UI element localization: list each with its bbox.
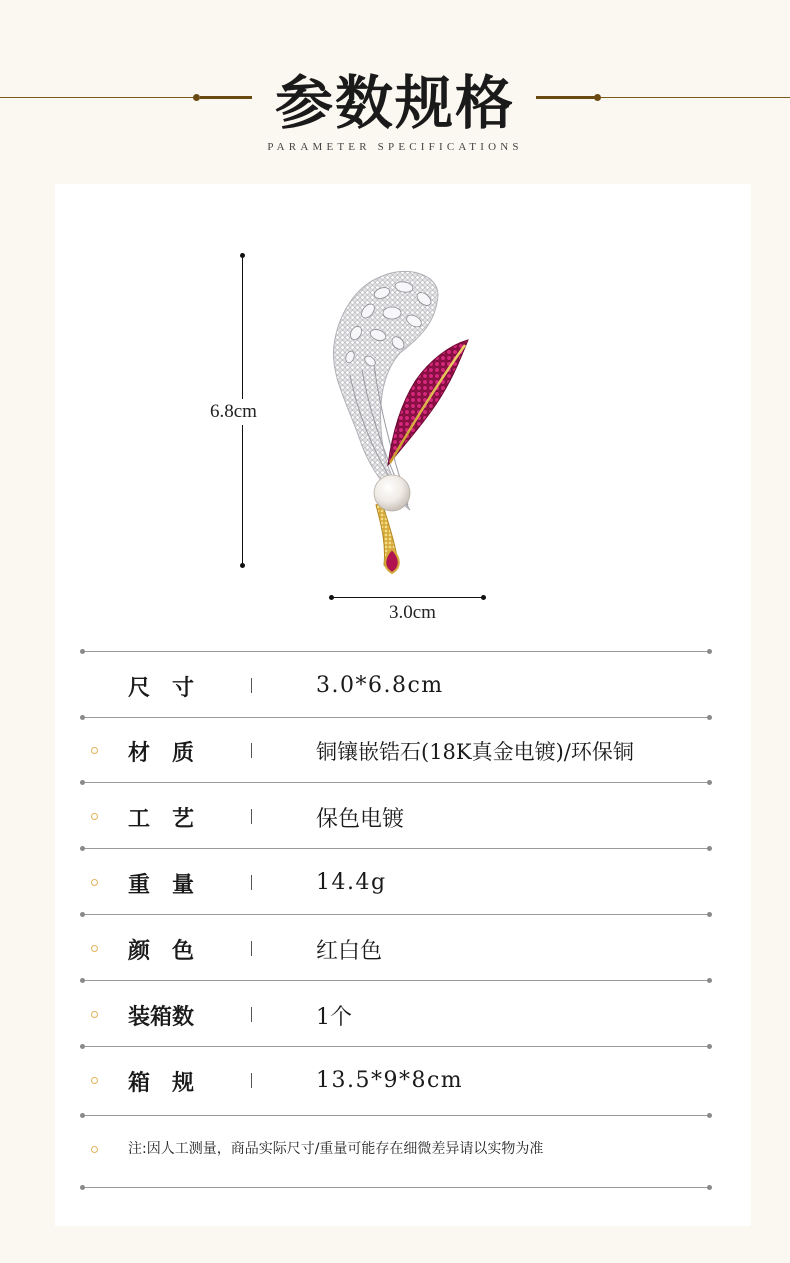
spec-label: 材 质	[128, 740, 195, 766]
spec-value: 红白色	[316, 939, 383, 964]
pearl	[374, 475, 410, 511]
bullet-icon	[91, 945, 98, 952]
spec-label: 装箱数	[128, 1004, 195, 1030]
spec-row-weight	[0, 849, 790, 915]
bullet-icon	[91, 747, 98, 754]
spec-separator	[251, 875, 252, 890]
measurement-note: 注:因人工测量，商品实际尺寸/重量可能存在细微差异请以实物为准	[128, 1141, 544, 1157]
spec-separator	[251, 1073, 252, 1088]
spec-separator	[251, 678, 252, 693]
height-dim-label: 6.8cm	[210, 399, 257, 425]
spec-separator	[251, 941, 252, 956]
spec-value: 铜镶嵌锆石(18K真金电镀)/环保铜	[316, 740, 634, 764]
bullet-icon	[91, 1077, 98, 1084]
spec-row-pack-qty	[0, 981, 790, 1047]
spec-row-size	[0, 652, 790, 718]
page-title: 参数规格	[274, 69, 515, 137]
width-dim-line	[331, 597, 483, 598]
spec-label: 尺 寸	[128, 675, 195, 701]
table-rule	[82, 1187, 710, 1188]
bullet-icon	[91, 813, 98, 820]
page-subtitle: PARAMETER SPECIFICATIONS	[267, 141, 523, 153]
header	[0, 0, 790, 180]
spec-label: 颜 色	[128, 938, 195, 964]
spec-value: 保色电镀	[316, 807, 405, 832]
bullet-icon	[91, 879, 98, 886]
spec-label: 重 量	[128, 872, 195, 898]
spec-value: 14.4g	[316, 870, 387, 895]
width-dim-label: 3.0cm	[389, 602, 436, 623]
spec-row-craft	[0, 783, 790, 849]
spec-value: 1个	[316, 1005, 352, 1030]
spec-separator	[251, 743, 252, 758]
spec-separator	[251, 809, 252, 824]
height-dim-bottom-dot	[240, 563, 245, 568]
spec-label: 工 艺	[128, 806, 195, 832]
spec-separator	[251, 1007, 252, 1022]
brooch-image	[320, 265, 480, 580]
width-dim-right-dot	[481, 595, 486, 600]
spec-row-box-size	[0, 1047, 790, 1113]
spec-label: 箱 规	[128, 1070, 195, 1096]
spec-value: 13.5*9*8cm	[316, 1068, 464, 1093]
spec-row-color	[0, 915, 790, 981]
spec-value: 3.0*6.8cm	[316, 673, 444, 698]
bullet-icon	[91, 1146, 98, 1153]
table-rule	[82, 1115, 710, 1116]
spec-row-material	[0, 718, 790, 784]
bullet-icon	[91, 1011, 98, 1018]
